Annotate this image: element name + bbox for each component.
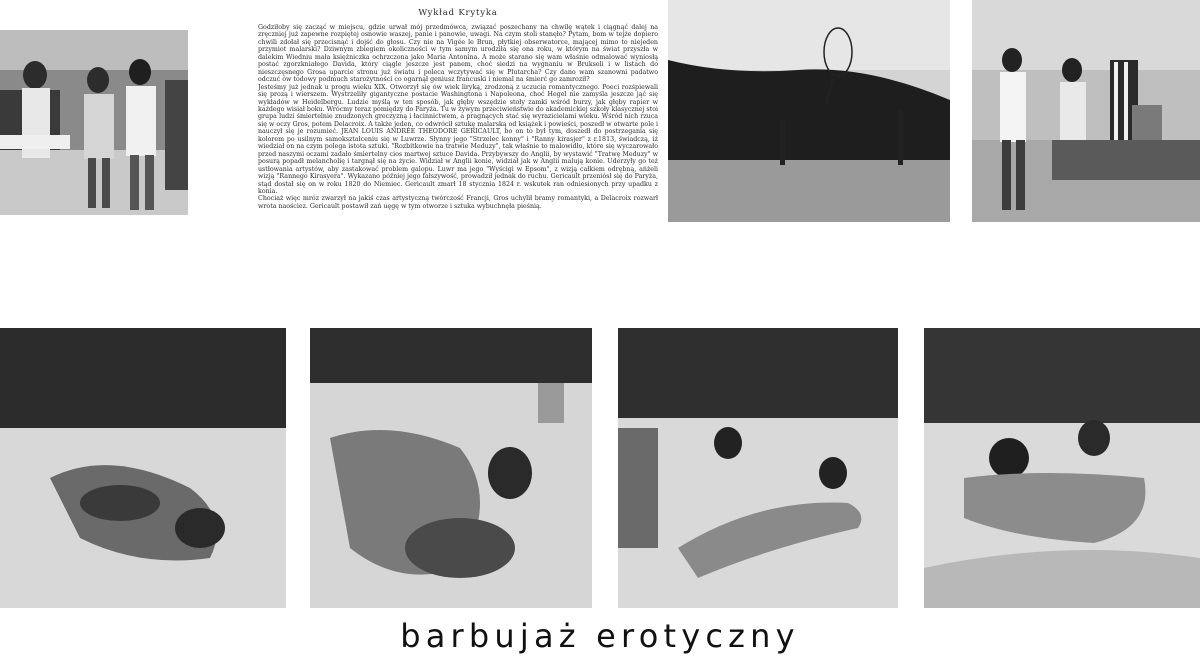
photo-sand-scene-2 (310, 328, 592, 608)
photo-beach-equipment (972, 0, 1200, 222)
article-paragraph: Chociaż więc mróz zwarzył na jakiś czas artystyczną twórczość Francji, Gros uchylił bramy romantyki, a Delacroix rozwarł wrota naościez. Gericault postawił zań uęgę w tym otworze i sztuka wybuchnęła pieśnią. (258, 195, 658, 210)
photo-beach-crowd-drinking (0, 30, 188, 215)
article-paragraph: Godziłoby się zacząć w miejscu, gdzie urwał mój przedmówca, związać poszechany na chwilę wątek i ciągnąć dalej na zręczniej już zapewne rozpiętej osnowie waszej, panie i panowie, uwagi. Na czym stoli stanęło? Pytam, bom w tejże dopiero chwili zdołał się przecisnąć i dojść do głosu. Czy nie na Vigée le Brun, płytkiej obserwatorce, mającej mimo to niejeden przymiot malarski? Dziwnym zbiegiem okoliczności w tym samym urodziła się ona roku, w którym na świat przyszła w dalekim Wiedniu mała księżniczka ochrzczona jako Maria Antonina. A może starano się wam właśnie odmalować wyniosłą postać zgorzkniałego Davida, który ciągle jeszcze jest panem, choć siedzi na wygnaniu w Brukseli i w listach do nieszczęsnego Grosa uparcie stronu już światu i poleca wczytywać się w Plutarcha? Czy dano wam szanowni padatwo odczuć ów todowy podmuch starożytności co ogarnął geniusz francuski i niemal na śmierć go zamroził? (258, 24, 658, 84)
article-paragraph: Jesteśmy już jednak u progu wieku XIX. Otworzył się ów wiek liryką, zrodzoną z uczucia romantycznego. Poeci rozśpiewali się prozą i wierszem. Wystrzeliły gigantyczne postacie Washingtona i Napoleona, choć Hegel nie zamyśla jeszcze jąć się wykładów w Heidelbergu. Ludzie myślą w ten sposób, jak głęby wszędzie stoły zamki wśród burzy, jak głęby rapier w każdego wisiał boku. Wrócmy teraz pomiędzy do Paryża. Tu w żywym przeciwieństwie do akademickiej szkoły klasycznej stoi grupa ludzi śmiertelnie znudzonych greczyzną i łacinnictwem, a pragnących stać się wyrazicielami wieku. Wśród nich rzuca się w oczy Gros, potem Delacroix. A także jeden, co odwrócił sztukę malarską od książek i powieści, poszedł w otwarte pole i nauczył się je rozumieć. JEAN LOUIS ANDRÉE THEODORE GERICAULT, bo on to był tym, doszedł do postrzegania się kolorem po usilnym samokształceniu się w Luwrze. Słynny jego "Strzelec konny" i "Ranny kirasjer" z r.1813, świadczą, iż wiedział on na czym polega istota sztuki. "Rozbitkowie na tratwie Meduzy", tak właśnie to malowidło, które się wyczarowało przed naszymi oczami zadało śmiertelny cios martwej sztuce Davida. Przybywszy do Anglii, by wystawić "Tratwę Meduzy" w posurą popadł melancholię i targnął się na życie. Widział w Anglii konie, widział jak w Anglii malują konie. Uderzyły go też ustłowania artystów, aby zastakować problem galopu. Luwr ma jego "Wyścigi w Epsom", z wizją całkiem odrębną, ańżeli wizją "Rannego Kirasyera". Wykazano później jego fałszywość, prowadził jednak do ruchu. Gericault przeniósł się do Paryża, stąd dostał się on w roku 1820 do Niemiec. Gericault zmarł 18 stycznia 1824 r. wskutek ran odniesionych przy upadku z konia. (258, 83, 658, 195)
photo-sand-scene-4 (924, 328, 1200, 608)
article-title: Wykład Krytyka (418, 8, 498, 18)
photo-crowd-hoop (668, 0, 950, 222)
photo-sand-scene-3 (618, 328, 898, 608)
article-text (258, 8, 658, 318)
page-caption: barbujaż erotyczny (400, 617, 800, 655)
photo-sand-scene-1 (0, 328, 286, 608)
